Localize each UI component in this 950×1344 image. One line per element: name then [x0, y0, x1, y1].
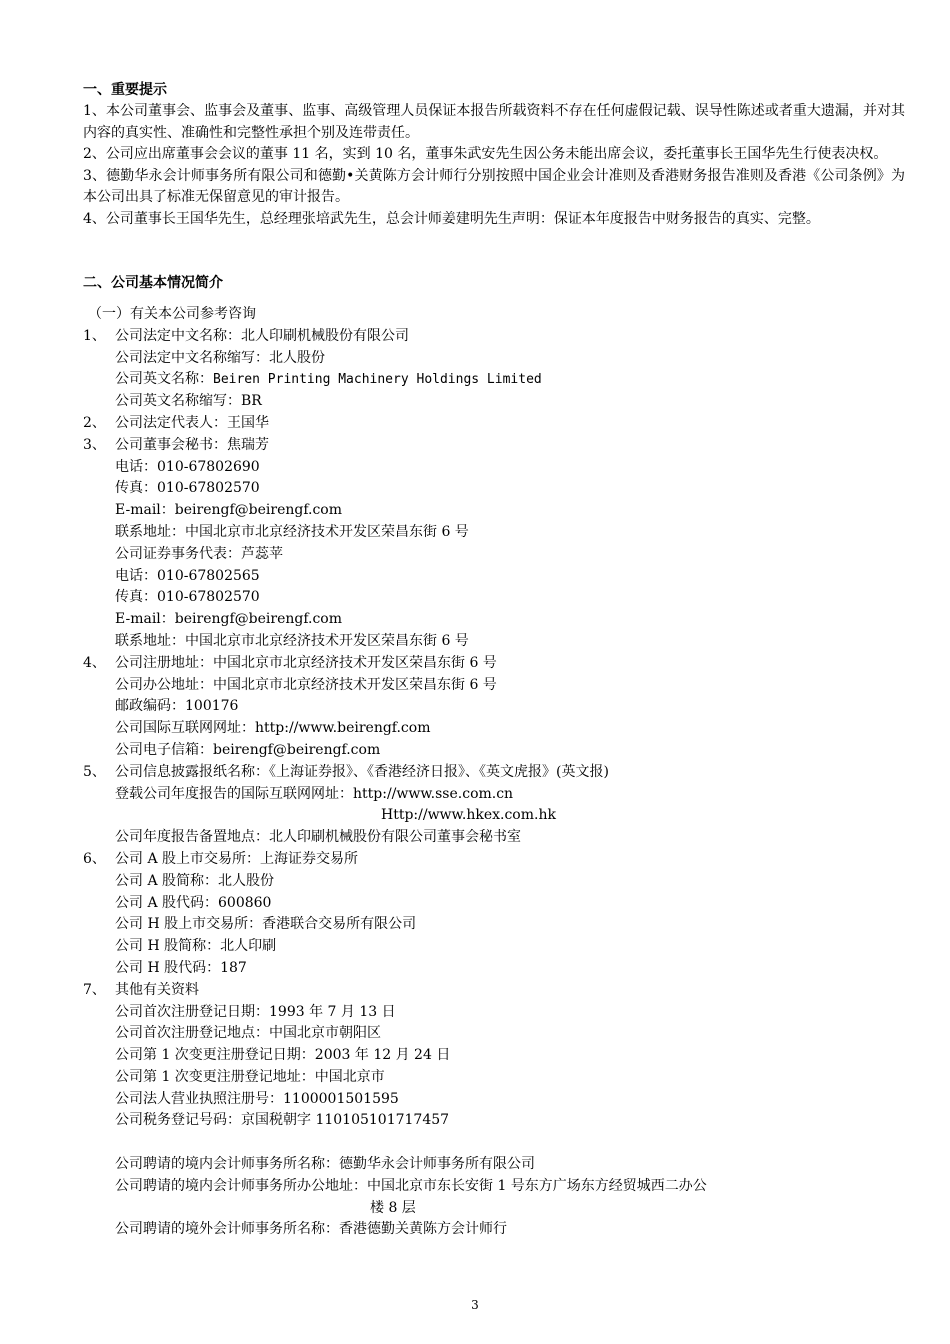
document-page — [83, 80, 905, 1241]
list-item: 公司首次注册登记日期：1993 年 7 月 13 日 — [115, 1003, 396, 1020]
list-item: 公司英文名称：Beiren Printing Machinery Holdings Limited — [115, 371, 542, 388]
list-item: Http://www.hkex.com.hk — [381, 807, 556, 824]
list-item: 公司聘请的境外会计师事务所名称：香港德勤关黄陈方会计师行 — [115, 1221, 507, 1238]
list-item: E-mail：beirengf@beirengf.com — [115, 611, 343, 628]
list-item: 公司 A 股代码：600860 — [115, 894, 272, 911]
list-item: 1、 公司法定中文名称：北人印刷机械股份有限公司 — [83, 327, 409, 344]
list-item: 电话：010-67802565 — [115, 567, 260, 584]
list-item: 联系地址：中国北京市北京经济技术开发区荣昌东街 6 号 — [115, 632, 469, 649]
list-item: 7、 其他有关资料 — [83, 981, 199, 998]
list-item: 2、 公司法定代表人：王国华 — [83, 414, 269, 431]
list-item: 楼 8 层 — [370, 1199, 416, 1216]
list-item: 公司电子信箱：beirengf@beirengf.com — [115, 741, 381, 758]
list-item: 邮政编码：100176 — [115, 698, 239, 715]
list-item: E-mail：beirengf@beirengf.com — [115, 502, 343, 519]
notice-paragraph-4: 4、公司董事长王国华先生，总经理张培武先生，总会计师姜建明先生声明：保证本年度报告中财务报告的真实、完整。 — [83, 210, 820, 227]
subsection-title: （一）有关本公司参考咨询 — [88, 306, 256, 322]
notice-paragraph-3: 3、德勤华永会计师事务所有限公司和德勤•关黄陈方会计师行分别按照中国企业会计准则及香港财务报告准则及香港《公司条例》为本公司出具了标准无保留意见的审计报告。 — [83, 167, 905, 205]
list-item: 公司税务登记号码：京国税朝字 110105101717457 — [115, 1112, 450, 1129]
list-item: 公司 H 股简称：北人印刷 — [115, 938, 277, 955]
list-item: 6、 公司 A 股上市交易所：上海证券交易所 — [83, 850, 359, 867]
list-item: 公司年度报告备置地点：北人印刷机械股份有限公司董事会秘书室 — [115, 829, 521, 846]
list-item: 公司第 1 次变更注册登记日期：2003 年 12 月 24 日 — [115, 1047, 451, 1064]
list-item: 公司 H 股代码：187 — [115, 959, 247, 976]
list-item: 登载公司年度报告的国际互联网网址：http://www.sse.com.cn — [115, 785, 514, 802]
section-title-important-notice: 一、重要提示 — [83, 82, 167, 98]
list-item: 公司聘请的境内会计师事务所名称：德勤华永会计师事务所有限公司 — [115, 1156, 535, 1173]
list-item: 公司证券事务代表：芦蕊苹 — [115, 545, 283, 562]
list-item: 公司英文名称缩写：BR — [115, 393, 262, 410]
list-item: 公司国际互联网网址：http://www.beirengf.com — [115, 720, 431, 737]
list-item: 联系地址：中国北京市北京经济技术开发区荣昌东街 6 号 — [115, 523, 469, 540]
notice-paragraph-1: 1、本公司董事会、监事会及董事、监事、高级管理人员保证本报告所载资料不存在任何虚假记载、误导性陈述或者重大遗漏，并对其内容的真实性、准确性和完整性承担个别及连带责任。 — [83, 103, 905, 141]
list-item: 公司首次注册登记地点：中国北京市朝阳区 — [115, 1025, 381, 1042]
list-item: 公司聘请的境内会计师事务所办公地址：中国北京市东长安街 1 号东方广场东方经贸城西二办公 — [115, 1177, 707, 1194]
page-number: 3 — [471, 1298, 479, 1312]
notice-paragraph-2: 2、公司应出席董事会会议的董事 11 名，实到 10 名，董事朱武安先生因公务未能出席会议，委托董事长王国华先生行使表决权。 — [83, 146, 888, 162]
list-item: 公司第 1 次变更注册登记地址：中国北京市 — [115, 1068, 385, 1085]
list-item: 公司 A 股简称：北人股份 — [115, 872, 275, 889]
list-item: 传真：010-67802570 — [115, 589, 260, 606]
list-item: 4、 公司注册地址：中国北京市北京经济技术开发区荣昌东街 6 号 — [83, 654, 497, 671]
section-title-company-profile: 二、公司基本情况简介 — [83, 275, 223, 291]
list-item: 5、 公司信息披露报纸名称：《上海证券报》、《香港经济日报》、《英文虎报》(英文报) — [83, 763, 609, 780]
list-item: 传真：010-67802570 — [115, 480, 260, 497]
list-item: 公司法定中文名称缩写：北人股份 — [115, 349, 325, 366]
list-item: 公司法人营业执照注册号：1100001501595 — [115, 1090, 399, 1107]
list-item: 公司办公地址：中国北京市北京经济技术开发区荣昌东街 6 号 — [115, 676, 497, 693]
list-item: 电话：010-67802690 — [115, 458, 260, 475]
list-item: 3、 公司董事会秘书：焦瑞芳 — [83, 436, 269, 453]
list-item: 公司 H 股上市交易所：香港联合交易所有限公司 — [115, 916, 417, 933]
